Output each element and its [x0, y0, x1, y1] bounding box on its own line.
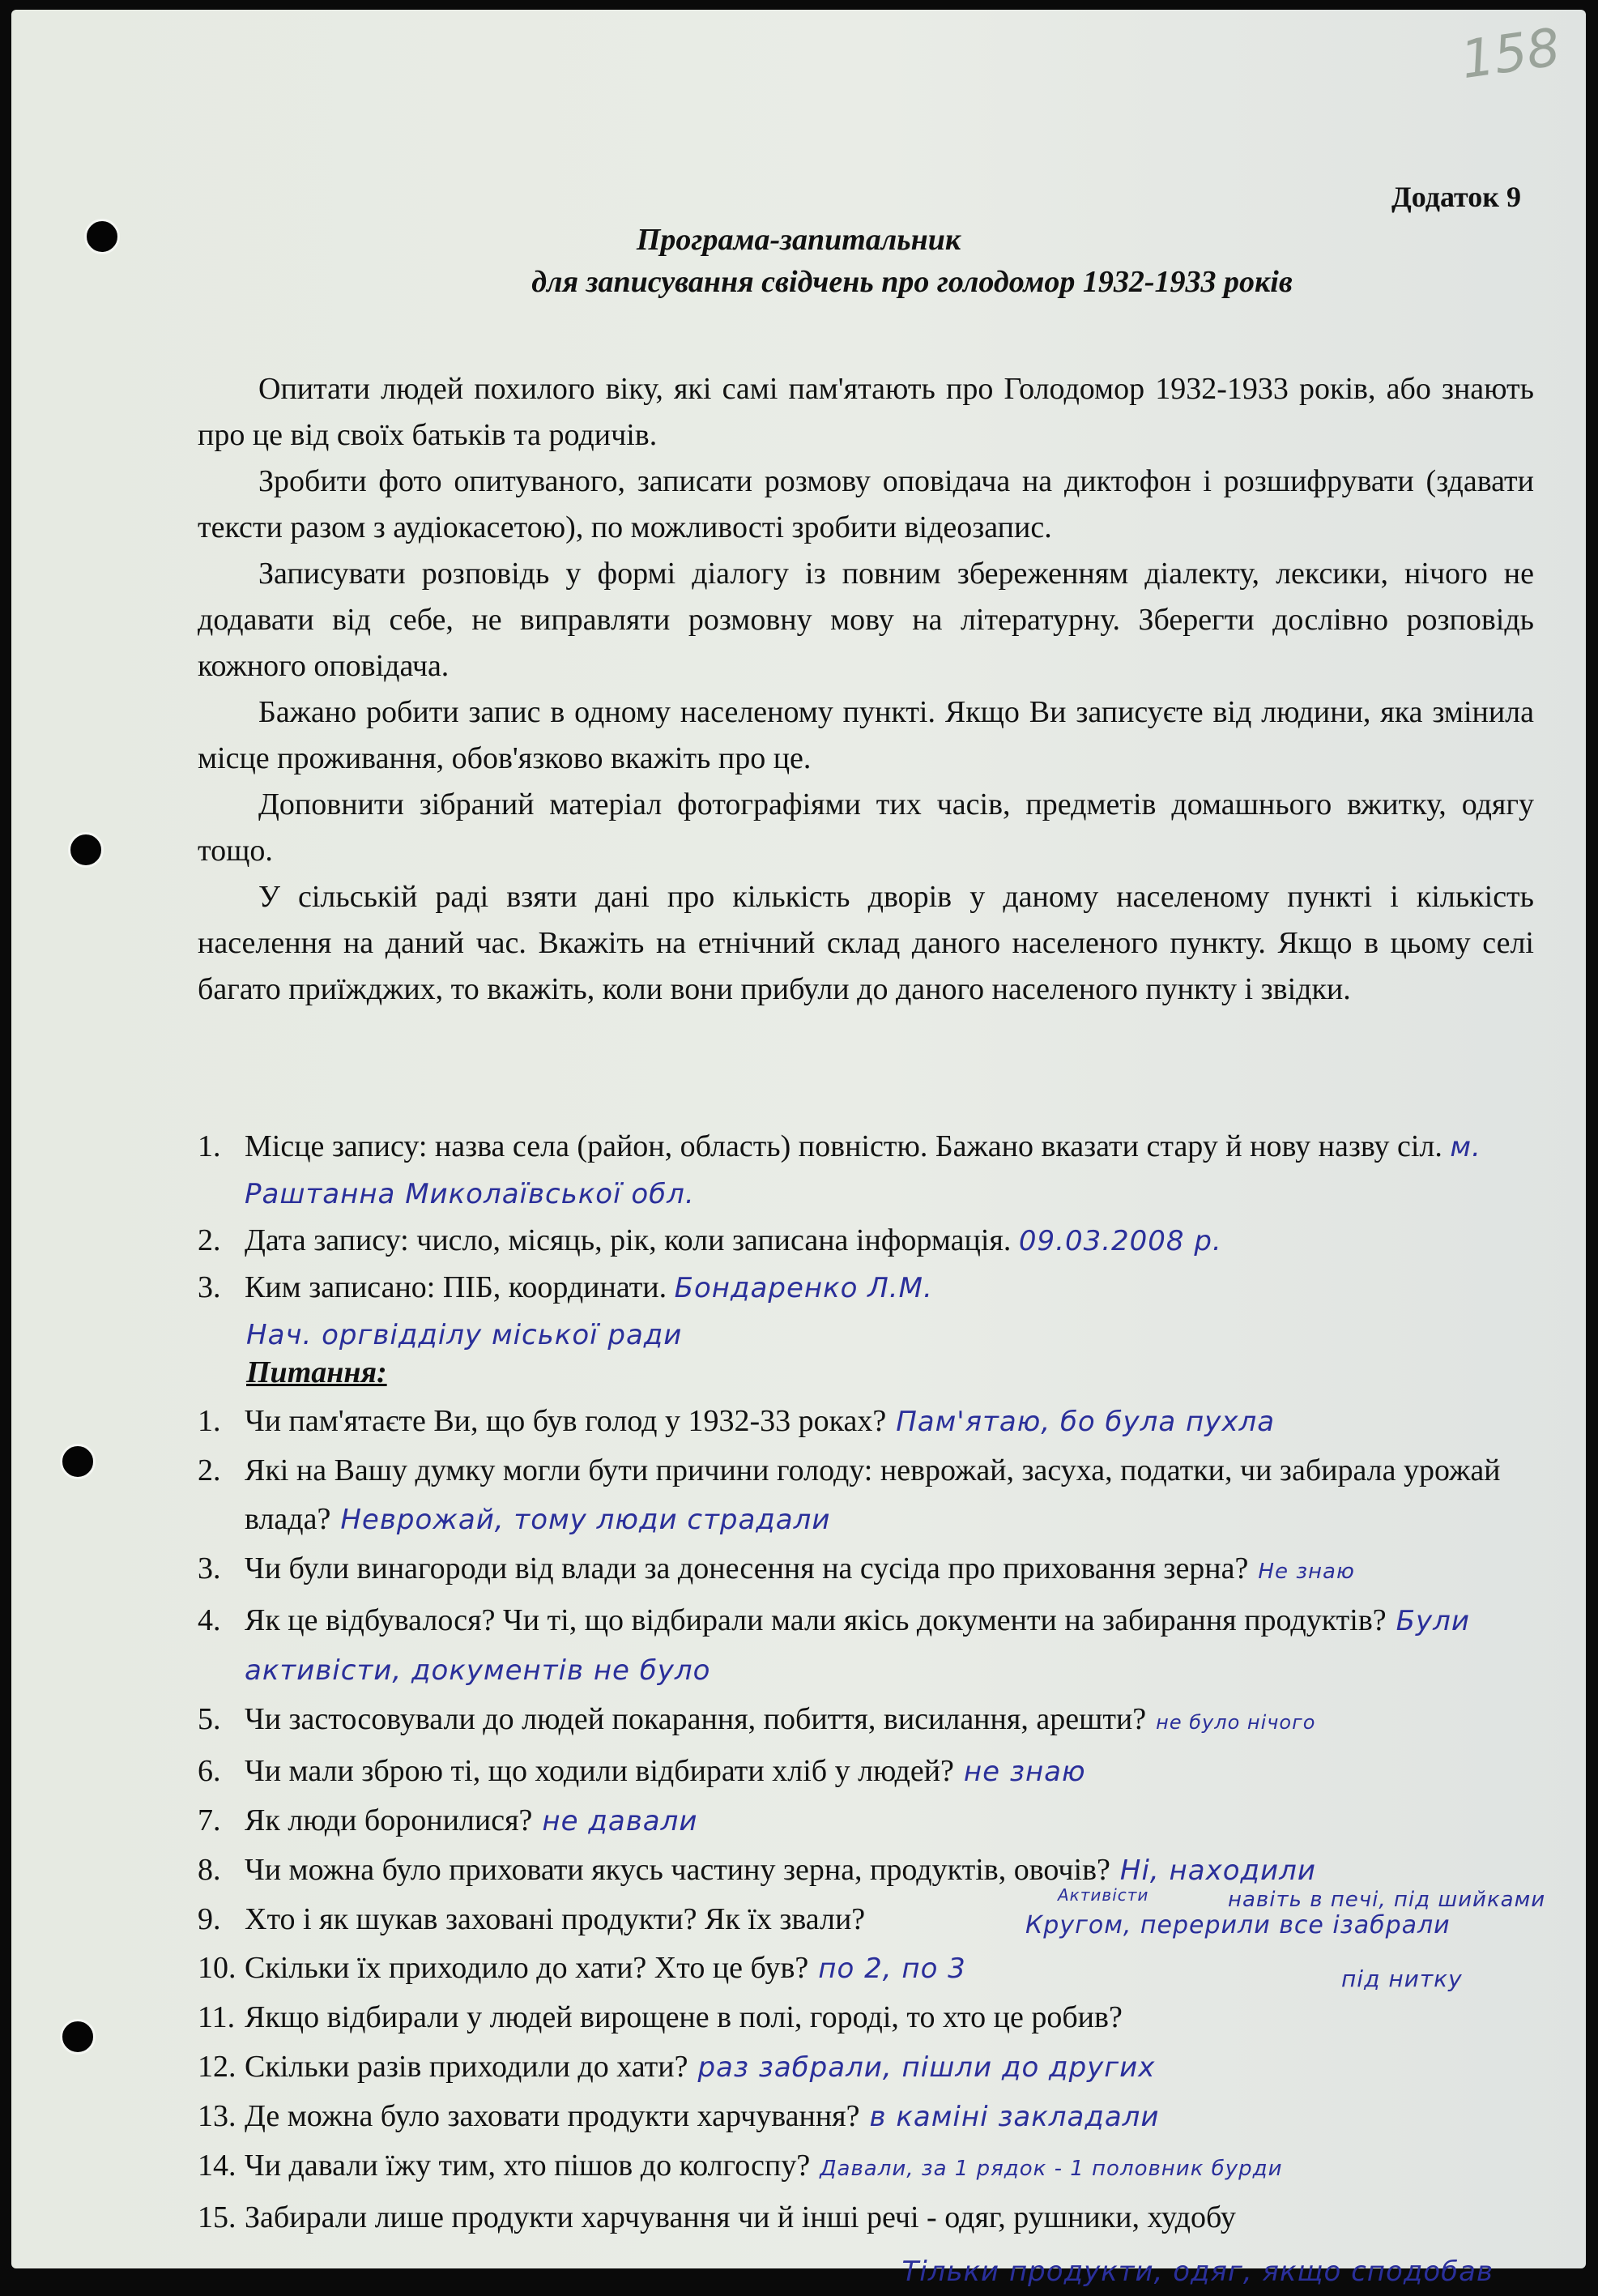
item-number: 3. — [198, 1270, 221, 1304]
handwritten-answer: в каміні закладали — [869, 2101, 1160, 2133]
record-info-item — [198, 1265, 1542, 1312]
handwritten-answer: не було нічого — [1156, 1711, 1316, 1734]
questions-heading: Питання: — [246, 1355, 387, 1389]
handwritten-answer: не давали — [542, 1805, 698, 1837]
record-info-item — [198, 1218, 1542, 1265]
instruction-paragraph: Бажано робити запис в одному населеному пункті. Якщо Ви записуєте від людини, яка змінила місце проживання, обов'язково вкажіть про це. — [198, 695, 1534, 775]
handwritten-answer: по 2, по 3 — [818, 1952, 966, 1985]
question-item — [198, 1397, 1558, 1446]
question-number: 9. — [198, 1902, 221, 1936]
question-text: Чи пам'ятаєте Ви, що був голод у 1932-33 роках? — [245, 1404, 887, 1438]
instruction-paragraph: Опитати людей похилого віку, які самі пам'ятають про Голодомор 1932-1933 років, або знають про це від своїх батьків та родичів. — [198, 372, 1534, 452]
item-text: Ким записано: ПІБ, координати. — [245, 1270, 667, 1304]
question-text: Чи можна було приховати якусь частину зерна, продуктів, овочів? — [245, 1853, 1110, 1887]
handwritten-answer: раз забрали, пішли до других — [697, 2051, 1156, 2084]
question-number: 11. — [198, 2000, 236, 2034]
handwritten-answer: Тільки продукти, одяг, якщо сподобав — [901, 2255, 1494, 2288]
handwritten-answer: Давали, за 1 рядок - 1 половник бурди — [820, 2157, 1283, 2181]
question-number: 14. — [198, 2149, 237, 2183]
question-text: Як це відбувалося? Чи ті, що відбирали мали якісь документи на забирання продуктів? — [245, 1603, 1387, 1637]
question-text: Як люди боронилися? — [245, 1803, 533, 1837]
question-number: 12. — [198, 2050, 237, 2084]
handwritten-answer: Були активісти, документів не було — [245, 1605, 1470, 1687]
handwritten-page-number: 158 — [1457, 17, 1564, 92]
question-number: 13. — [198, 2099, 237, 2133]
question-item — [198, 2042, 1558, 2092]
handwritten-note: навіть в печі, під шийками — [1228, 1888, 1546, 1912]
question-item — [198, 1885, 1558, 1944]
question-text: Де можна було заховати продукти харчування? — [245, 2099, 860, 2133]
title-line-1: Програма-запитальник — [636, 223, 961, 257]
handwritten-note: Активісти — [1058, 1885, 1149, 1905]
handwritten-answer: не знаю — [963, 1756, 1086, 1788]
punch-hole — [60, 2019, 96, 2055]
handwritten-answer: Не знаю — [1258, 1560, 1355, 1584]
question-text: Чи давали їжу тим, хто пішов до колгоспу? — [245, 2149, 811, 2183]
question-number: 3. — [198, 1551, 221, 1585]
question-number: 15. — [198, 2200, 237, 2234]
question-number: 4. — [198, 1603, 221, 1637]
instruction-paragraph: Зробити фото опитуваного, записати розмову оповідача на диктофон і розшифрувати (здавати тексти разом з аудіокасетою), по можливості зробити відеозапис. — [198, 464, 1534, 544]
punch-hole — [68, 832, 104, 868]
question-number: 1. — [198, 1404, 221, 1438]
question-item — [198, 1747, 1558, 1796]
question-number: 6. — [198, 1754, 221, 1788]
item-number: 1. — [198, 1129, 221, 1163]
question-text: Чи мали зброю ті, що ходили відбирати хліб у людей? — [245, 1754, 954, 1788]
question-item — [198, 1544, 1558, 1596]
question-item — [198, 1446, 1558, 1544]
record-info-list — [198, 1124, 1542, 1359]
instruction-paragraph: Записувати розповідь у формі діалогу із повним збереженням діалекту, лексики, нічого не додавати від себе, не виправляти розмовну мову на літературну. Зберегти дослівно розповідь кожного оповідача. — [198, 557, 1534, 683]
question-item — [198, 2141, 1558, 2193]
record-info-item — [198, 1124, 1542, 1218]
question-text: Якщо відбирали у людей вирощене в полі, городі, то хто це робив? — [245, 2000, 1123, 2034]
item-text: Дата запису: число, місяць, рік, коли записана інформація. — [245, 1223, 1012, 1257]
document-title — [11, 219, 1586, 303]
item-number: 2. — [198, 1223, 221, 1257]
document-page — [11, 10, 1586, 2288]
handwritten-answer: Кругом, перерили все ізабрали — [1025, 1911, 1451, 1940]
question-text: Чи були винагороди від влади за донесення на сусіда про приховання зерна? — [245, 1551, 1249, 1585]
instruction-paragraph: Доповнити зібраний матеріал фотографіями тих часів, предметів домашнього вжитку, одягу тощо. — [198, 787, 1534, 868]
question-text: Скільки їх приходило до хати? Хто це був? — [245, 1951, 809, 1985]
questions-list — [198, 1397, 1558, 2296]
question-answer-line — [198, 2247, 1558, 2296]
question-item — [198, 1796, 1558, 1846]
question-number: 10. — [198, 1951, 237, 1985]
handwritten-answer: Ні, находили — [1119, 1854, 1316, 1887]
question-item — [198, 1993, 1558, 2042]
question-text: Забирали лише продукти харчування чи й інші речі - одяг, рушники, худобу — [245, 2200, 1236, 2234]
question-number: 7. — [198, 1803, 221, 1837]
title-line-2: для записування свідчень про голодомор 1932-1933 років — [531, 265, 1293, 299]
item-text: Місце запису: назва села (район, область) повністю. Бажано вказати стару й нову назву сіл. — [245, 1129, 1442, 1163]
question-item — [198, 2092, 1558, 2141]
question-number: 5. — [198, 1702, 221, 1736]
handwritten-answer: 09.03.2008 р. — [1018, 1225, 1222, 1257]
handwritten-answer: Бондаренко Л.М. — [674, 1272, 933, 1304]
appendix-label: Додаток 9 — [1391, 181, 1521, 213]
question-item — [198, 1695, 1558, 1747]
question-text: Хто і як шукав заховані продукти? Як їх звали? — [245, 1902, 866, 1936]
handwritten-answer: м. Раштанна Миколаївської обл. — [245, 1131, 1481, 1210]
handwritten-answer: Неврожай, тому люди страдали — [340, 1504, 831, 1536]
punch-hole — [60, 1444, 96, 1479]
instructions — [198, 366, 1534, 1013]
question-item — [198, 1944, 1558, 1993]
question-item — [198, 2193, 1558, 2242]
handwritten-answer: Нач. оргвідділу міської ради — [246, 1319, 683, 1351]
handwritten-note: під нитку — [1341, 1965, 1463, 1992]
question-text: Які на Вашу думку могли бути причини голоду: неврожай, засуха, податки, чи забирала урожай влада? — [245, 1453, 1501, 1536]
record-info-item-continued — [198, 1312, 1542, 1359]
question-number: 8. — [198, 1853, 221, 1887]
handwritten-answer: Пам'ятаю, бо була пухла — [896, 1406, 1276, 1438]
question-item — [198, 1596, 1558, 1695]
instruction-paragraph: У сільській раді взяти дані про кількість дворів у даному населеному пункті і кількість населення на даний час. Вкажіть на етнічний склад даного населеного пункту. Якщо в цьому селі багато приїжджих, то вкажіть, коли вони прибули до даного населеного пункту і звідки. — [198, 880, 1534, 1006]
question-text: Скільки разів приходили до хати? — [245, 2050, 688, 2084]
question-text: Чи застосовували до людей покарання, побиття, висилання, арешти? — [245, 1702, 1147, 1736]
question-number: 2. — [198, 1453, 221, 1487]
